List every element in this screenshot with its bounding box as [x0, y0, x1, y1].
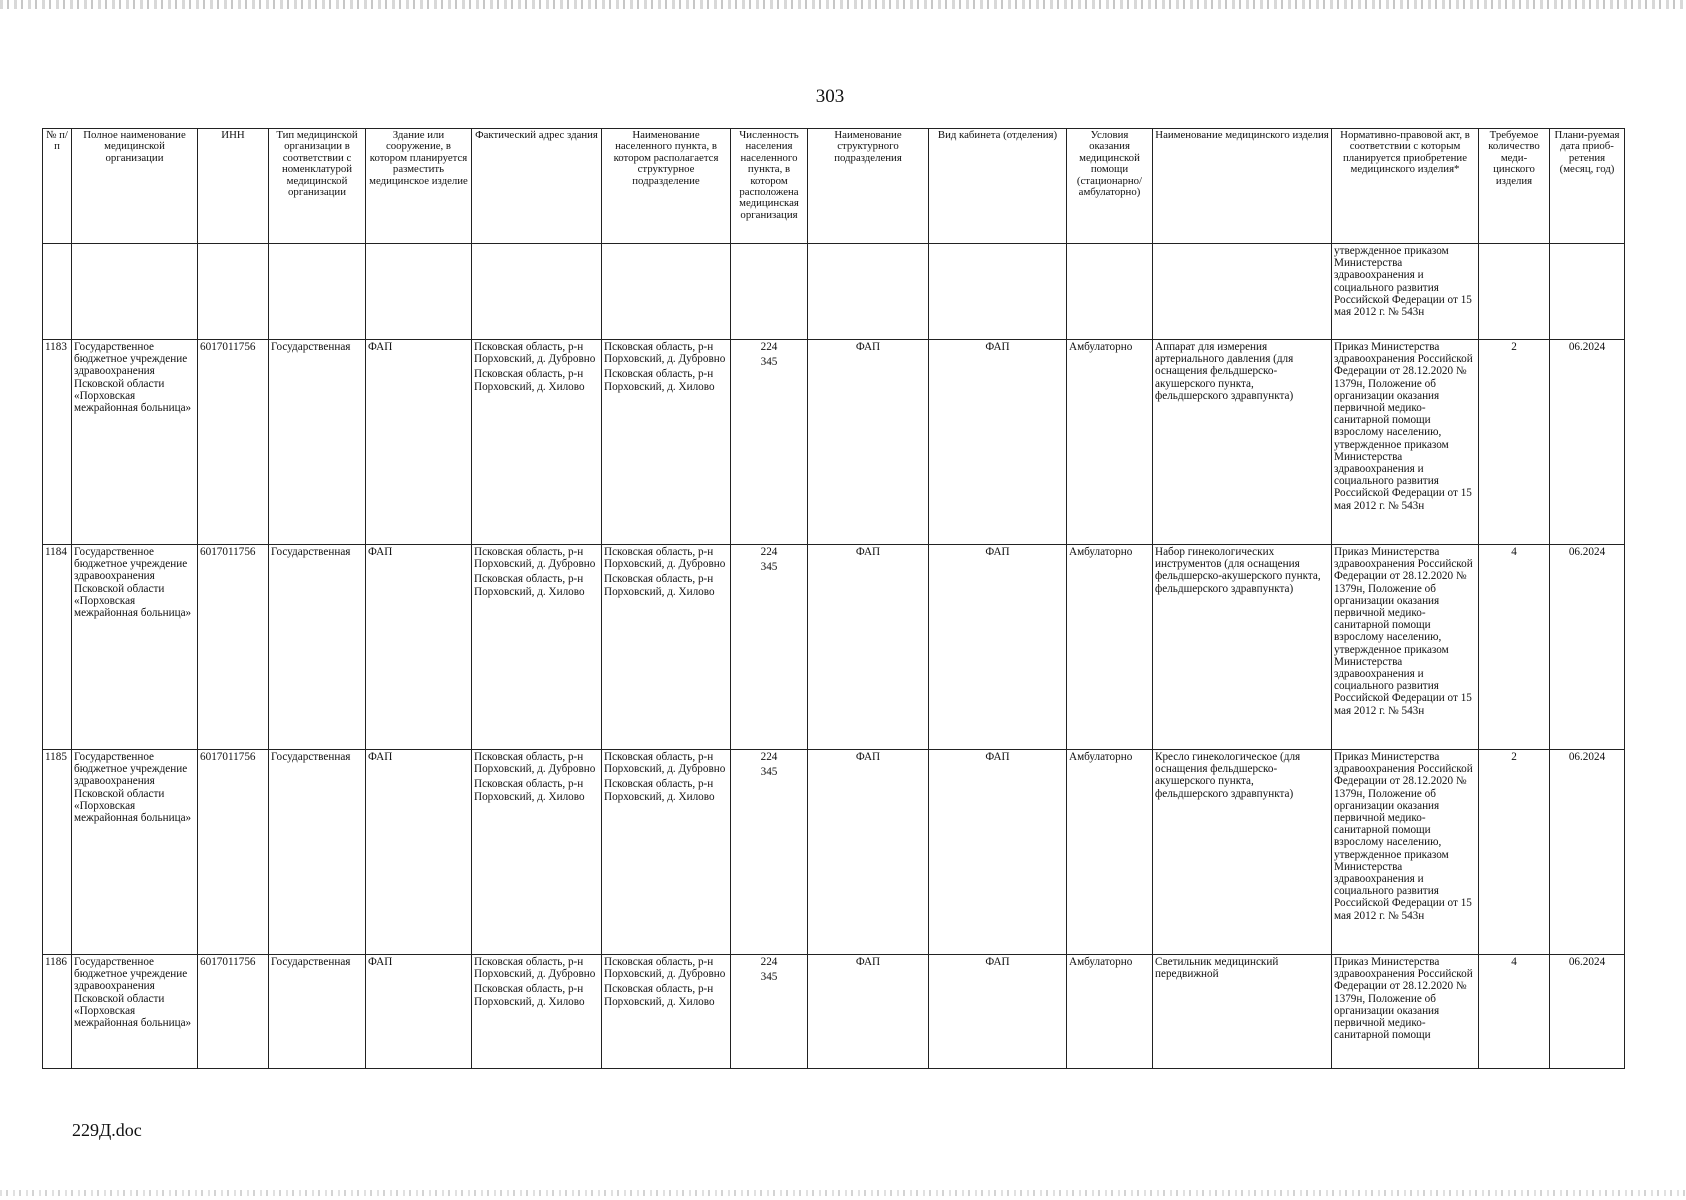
locality: Псковская область, р-н Порховский, д. Хилово [604, 368, 715, 393]
locality: Псковская область, р-н Порховский, д. Дубровно [604, 751, 726, 776]
continuation-act: утвержденное приказом Министерства здравоохранения и социального развития Российской Федерации от 15 мая 2012 г. № 543н [1332, 244, 1479, 340]
row-number: 1183 [43, 340, 72, 545]
planned-date: 06.2024 [1550, 750, 1625, 955]
address: Псковская область, р-н Порховский, д. Дубровно [474, 751, 596, 776]
cabinet-type: ФАП [929, 340, 1067, 545]
table-header-row [43, 129, 1625, 244]
structural-unit: ФАП [808, 955, 929, 1069]
legal-act: Приказ Министерства здравоохранения Российской Федерации от 28.12.2020 № 1379н, Положение об организации оказания первичной медико-санитарной помощи [1332, 955, 1479, 1069]
inn: 6017011756 [198, 955, 269, 1069]
header-cell: Здание или сооружение, в котором планируется разместить медицинское изделие [366, 129, 472, 244]
planned-date: 06.2024 [1550, 545, 1625, 750]
population: 224 [760, 546, 778, 558]
locality: Псковская область, р-н Порховский, д. Дубровно [604, 341, 726, 366]
building: ФАП [366, 750, 472, 955]
header-cell: Наименование населенного пункта, в котором располагается структурное подразделение [602, 129, 731, 244]
legal-act: Приказ Министерства здравоохранения Российской Федерации от 28.12.2020 № 1379н, Положение об организации оказания первичной медико-санитарной помощи взрослому населению, утвержденное приказом Министерства здравоохранения и социального развития Российской Федерации от 15 мая 2012 г. № 543н [1332, 750, 1479, 955]
population-cell [731, 545, 808, 750]
structural-unit: ФАП [808, 545, 929, 750]
locality: Псковская область, р-н Порховский, д. Хилово [604, 778, 715, 803]
header-cell: Численность населения населенного пункта, в котором расположена медицинская организация [731, 129, 808, 244]
organization-type: Государственная [269, 545, 366, 750]
address-cell [472, 955, 602, 1069]
legal-act: Приказ Министерства здравоохранения Российской Федерации от 28.12.2020 № 1379н, Положение об организации оказания первичной медико-санитарной помощи взрослому населению, утвержденное приказом Министерства здравоохранения и социального развития Российской Федерации от 15 мая 2012 г. № 543н [1332, 340, 1479, 545]
address: Псковская область, р-н Порховский, д. Хилово [474, 368, 585, 393]
table-row [43, 955, 1625, 1069]
device-name: Светильник медицинский передвижной [1153, 955, 1332, 1069]
care-conditions: Амбулаторно [1067, 750, 1153, 955]
header-cell: Вид кабинета (отделения) [929, 129, 1067, 244]
device-name: Аппарат для измерения артериального давления (для оснащения фельдшерско-акушерского пункта, фельдшерского здравпункта) [1153, 340, 1332, 545]
address-cell [472, 545, 602, 750]
table-row [43, 340, 1625, 545]
device-name: Набор гинекологических инструментов (для оснащения фельдшерско-акушерского пункта, фельдшерского здравпункта) [1153, 545, 1332, 750]
locality: Псковская область, р-н Порховский, д. Хилово [604, 573, 715, 598]
address: Псковская область, р-н Порховский, д. Хилово [474, 778, 585, 803]
address-cell [472, 340, 602, 545]
quantity: 2 [1479, 750, 1550, 955]
header-cell: Тип медицинской организации в соответствии с номенклатурой медицинской организации [269, 129, 366, 244]
address: Псковская область, р-н Порховский, д. Хилово [474, 983, 585, 1008]
device-name: Кресло гинекологическое (для оснащения фельдшерско-акушерского пункта, фельдшерского здравпункта) [1153, 750, 1332, 955]
building: ФАП [366, 340, 472, 545]
organization-type: Государственная [269, 750, 366, 955]
population-cell [731, 955, 808, 1069]
organization-name: Государственное бюджетное учреждение здравоохранения Псковской области «Порховская межрайонная больница» [72, 340, 198, 545]
care-conditions: Амбулаторно [1067, 545, 1153, 750]
table-row [43, 545, 1625, 750]
address-cell [472, 750, 602, 955]
equipment-table [42, 128, 1625, 1069]
care-conditions: Амбулаторно [1067, 340, 1153, 545]
organization-type: Государственная [269, 955, 366, 1069]
inn: 6017011756 [198, 750, 269, 955]
address: Псковская область, р-н Порховский, д. Дубровно [474, 341, 596, 366]
header-cell: Полное наименование медицинской организации [72, 129, 198, 244]
header-cell: Нормативно-правовой акт, в соответствии с которым планируется приобретение медицинского изделия* [1332, 129, 1479, 244]
population: 224 [760, 751, 778, 763]
population: 224 [760, 341, 778, 353]
row-number: 1186 [43, 955, 72, 1069]
header-cell: Требуемое количество меди-цинского изделия [1479, 129, 1550, 244]
table-row [43, 750, 1625, 955]
header-cell: Фактический адрес здания [472, 129, 602, 244]
row-number: 1184 [43, 545, 72, 750]
header-cell: Наименование медицинского изделия [1153, 129, 1332, 244]
header-cell: № п/п [43, 129, 72, 244]
building: ФАП [366, 955, 472, 1069]
population: 345 [760, 766, 778, 779]
planned-date: 06.2024 [1550, 340, 1625, 545]
building: ФАП [366, 545, 472, 750]
population: 224 [760, 956, 778, 968]
organization-name: Государственное бюджетное учреждение здравоохранения Псковской области «Порховская межрайонная больница» [72, 545, 198, 750]
cabinet-type: ФАП [929, 750, 1067, 955]
organization-type: Государственная [269, 340, 366, 545]
planned-date: 06.2024 [1550, 955, 1625, 1069]
locality: Псковская область, р-н Порховский, д. Дубровно [604, 956, 726, 981]
inn: 6017011756 [198, 545, 269, 750]
locality: Псковская область, р-н Порховский, д. Хилово [604, 983, 715, 1008]
page-number: 303 [815, 86, 845, 107]
address: Псковская область, р-н Порховский, д. Дубровно [474, 956, 596, 981]
scan-edge-bottom [0, 1190, 1686, 1196]
address: Псковская область, р-н Порховский, д. Хилово [474, 573, 585, 598]
locality-cell [602, 955, 731, 1069]
continuation-row [43, 244, 1625, 340]
population-cell [731, 750, 808, 955]
header-cell: Наименование структурного подразделения [808, 129, 929, 244]
population-cell [731, 340, 808, 545]
structural-unit: ФАП [808, 340, 929, 545]
header-cell: Условия оказания медицинской помощи (стационарно/ амбулаторно) [1067, 129, 1153, 244]
organization-name: Государственное бюджетное учреждение здравоохранения Псковской области «Порховская межрайонная больница» [72, 750, 198, 955]
quantity: 2 [1479, 340, 1550, 545]
cabinet-type: ФАП [929, 545, 1067, 750]
quantity: 4 [1479, 545, 1550, 750]
scan-edge-top [0, 0, 1686, 9]
row-number: 1185 [43, 750, 72, 955]
population: 345 [760, 561, 778, 574]
locality-cell [602, 340, 731, 545]
care-conditions: Амбулаторно [1067, 955, 1153, 1069]
cabinet-type: ФАП [929, 955, 1067, 1069]
footer-filename: 229Д.doc [72, 1120, 142, 1140]
locality-cell [602, 750, 731, 955]
population: 345 [760, 356, 778, 369]
header-cell: ИНН [198, 129, 269, 244]
inn: 6017011756 [198, 340, 269, 545]
organization-name: Государственное бюджетное учреждение здравоохранения Псковской области «Порховская межрайонная больница» [72, 955, 198, 1069]
locality: Псковская область, р-н Порховский, д. Дубровно [604, 546, 726, 571]
address: Псковская область, р-н Порховский, д. Дубровно [474, 546, 596, 571]
structural-unit: ФАП [808, 750, 929, 955]
quantity: 4 [1479, 955, 1550, 1069]
locality-cell [602, 545, 731, 750]
population: 345 [760, 971, 778, 984]
header-cell: Плани-руемая дата приоб-ретения (месяц, год) [1550, 129, 1625, 244]
legal-act: Приказ Министерства здравоохранения Российской Федерации от 28.12.2020 № 1379н, Положение об организации оказания первичной медико-санитарной помощи взрослому населению, утвержденное приказом Министерства здравоохранения и социального развития Российской Федерации от 15 мая 2012 г. № 543н [1332, 545, 1479, 750]
